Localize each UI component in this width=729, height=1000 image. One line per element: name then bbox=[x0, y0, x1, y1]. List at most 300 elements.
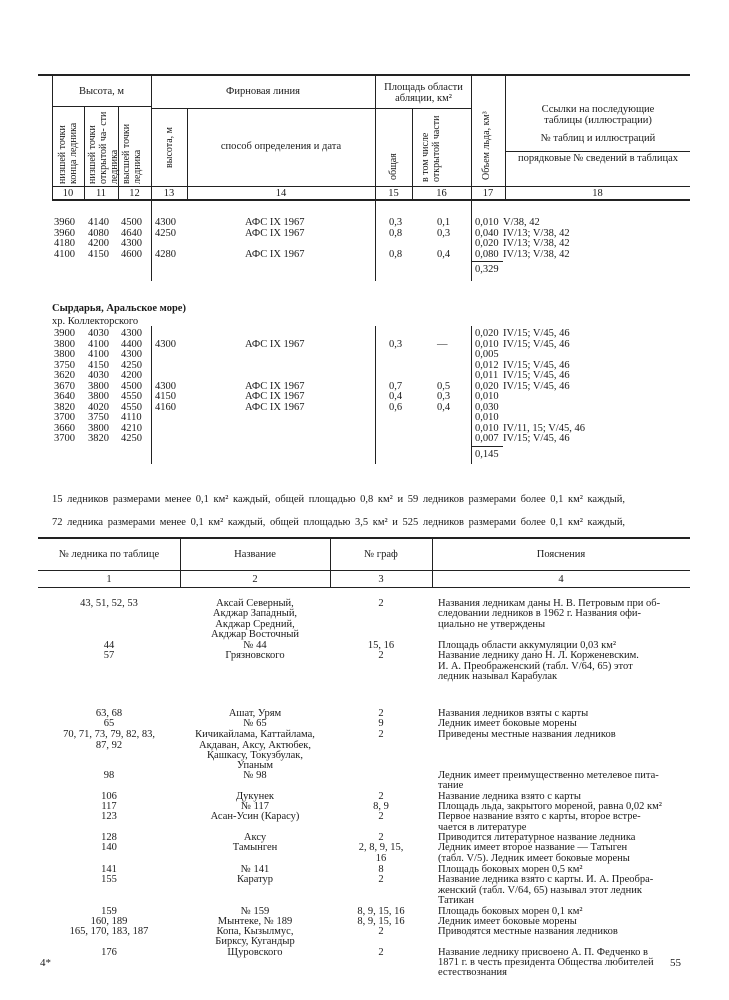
notes-cell: 2 bbox=[378, 811, 384, 822]
basin-title: Сырдарья, Аральское море) bbox=[52, 303, 186, 314]
table-cell: 3820 bbox=[88, 433, 109, 444]
notes-cell: Аксу bbox=[243, 832, 267, 843]
table-cell: 4300 bbox=[121, 328, 142, 339]
notes-cell: Упаным bbox=[236, 760, 274, 771]
table-cell bbox=[437, 239, 450, 250]
notes-cell: 8, 9, 15, 16 bbox=[357, 916, 405, 927]
notes-cell: 8, 9 bbox=[373, 801, 389, 812]
notes-colnum: 2 bbox=[252, 574, 258, 585]
table-cell: 4250 bbox=[121, 359, 142, 371]
table-cell: IV/15; V/45, 46 bbox=[503, 370, 570, 381]
notes-colnum-rule bbox=[38, 587, 690, 588]
notes-cell: Грязновского bbox=[225, 650, 285, 661]
notes-cell: Акджар Средний, bbox=[215, 619, 295, 630]
b2-col16 bbox=[437, 329, 450, 445]
vrule bbox=[151, 199, 152, 281]
notes-cell: 155 bbox=[101, 874, 117, 885]
notes-cell: № 159 bbox=[240, 906, 270, 917]
notes-cell: Название леднику дано Н. Л. Корженевским. bbox=[438, 650, 639, 661]
colnum-bottom-rule bbox=[52, 199, 690, 201]
table-cell: 4140 bbox=[88, 217, 109, 228]
notes-cell: Аксай Северный, bbox=[216, 598, 294, 609]
b1-col10 bbox=[54, 218, 75, 260]
table-cell: 4200 bbox=[121, 370, 142, 381]
b1-col13 bbox=[155, 218, 176, 260]
table-cell: 0,080 bbox=[475, 248, 499, 260]
notes-cell: 44 bbox=[103, 640, 115, 651]
notes-cell: Ашат, Урям bbox=[228, 708, 282, 719]
b2-col10 bbox=[54, 329, 75, 445]
table-cell bbox=[389, 239, 402, 250]
notes-colnum: 1 bbox=[106, 574, 112, 585]
table-cell: 4600 bbox=[121, 248, 142, 260]
summary-paragraph-1: 15 ледников размерами менее 0,1 км² каждый, общей площадью 0,8 км² и 59 ледников размерами более 0,1 км² каждый, bbox=[52, 494, 625, 505]
b2-total-rule bbox=[471, 446, 503, 447]
area-subheader-rule bbox=[375, 108, 471, 109]
table-cell: 4100 bbox=[54, 248, 75, 260]
notes-header-rule bbox=[38, 570, 690, 571]
notes-cell: 2 bbox=[378, 598, 384, 609]
table-cell bbox=[437, 350, 450, 361]
vrule bbox=[84, 106, 85, 199]
notes-cell: 2 bbox=[378, 874, 384, 885]
table-cell: 0,030 bbox=[475, 401, 499, 413]
table-cell: 3900 bbox=[54, 328, 75, 339]
table-cell: 4160 bbox=[155, 401, 176, 413]
notes-cell: 1871 г. в честь президента Общества любителей bbox=[438, 957, 654, 968]
notes-cell: Площадь области аккумуляции 0,03 км² bbox=[438, 640, 617, 651]
table-cell: 0,8 bbox=[389, 227, 403, 239]
notes-cell: Мынтеке, № 189 bbox=[217, 916, 293, 927]
table-cell: 0,012 bbox=[475, 359, 499, 371]
vrule bbox=[471, 326, 472, 464]
notes-cell: 9 bbox=[378, 718, 384, 729]
table-cell: 4280 bbox=[155, 248, 176, 260]
firn-height-header: высота, м bbox=[164, 126, 175, 168]
refs-header-line4: порядковые № сведений в таблицах bbox=[517, 153, 679, 164]
table-cell: АФС IX 1967 bbox=[245, 217, 305, 228]
page-signature: 4* bbox=[40, 957, 51, 969]
notes-cell: женский (табл. V/64, 65) называл этот ледник bbox=[438, 885, 642, 896]
table-cell bbox=[503, 403, 585, 414]
notes-cell: Кичикайлама, Каттайлама, bbox=[195, 729, 315, 740]
table-cell: 4300 bbox=[155, 338, 176, 350]
b1-col15 bbox=[389, 218, 402, 260]
notes-cell: Название ледника взято с карты. И. А. Преобра- bbox=[438, 874, 654, 885]
table-cell: 4200 bbox=[88, 238, 109, 249]
table-cell: 3750 bbox=[54, 359, 75, 371]
notes-cell: Асан-Усин (Карасу) bbox=[210, 811, 300, 822]
b2-col14 bbox=[245, 329, 305, 445]
table-cell bbox=[155, 329, 176, 340]
colnum: 10 bbox=[62, 188, 74, 199]
b1-col18 bbox=[503, 218, 570, 260]
table-cell: 4210 bbox=[121, 422, 142, 434]
table-cell bbox=[389, 413, 402, 424]
table-cell: 0,6 bbox=[389, 401, 403, 413]
notes-cell: циально не утверждены bbox=[438, 619, 545, 630]
table-cell: 3640 bbox=[54, 391, 75, 402]
notes-cell: № 117 bbox=[240, 801, 269, 812]
table-cell bbox=[437, 413, 450, 424]
notes-cell: 70, 71, 73, 79, 82, 83, bbox=[63, 729, 155, 740]
area-header: Площадь области абляции, км² bbox=[384, 82, 463, 104]
b1-col14 bbox=[245, 218, 305, 260]
notes-cell: естествознания bbox=[438, 967, 507, 978]
table-cell bbox=[437, 434, 450, 445]
refs-subheader-rule bbox=[505, 151, 690, 152]
area-open-header: в том числе открытой части bbox=[420, 115, 442, 182]
table-cell: 3800 bbox=[88, 380, 109, 392]
colnum: 14 bbox=[275, 188, 287, 199]
notes-cell: 128 bbox=[101, 832, 117, 843]
table-cell: 4150 bbox=[155, 391, 176, 402]
table-cell: V/38, 42 bbox=[503, 217, 540, 228]
table-cell: 4550 bbox=[121, 401, 142, 413]
b2-col11 bbox=[88, 329, 109, 445]
notes-cell: 2 bbox=[378, 947, 384, 958]
table-cell bbox=[245, 350, 305, 361]
table-cell: IV/15; V/45, 46 bbox=[503, 338, 570, 350]
notes-cell: № 44 bbox=[243, 640, 267, 651]
table-cell bbox=[245, 413, 305, 424]
table-cell bbox=[437, 329, 450, 340]
table-cell: 0,3 bbox=[437, 391, 451, 402]
notes-cell: Ледник имеет второе название — Татыген bbox=[438, 842, 628, 853]
notes-cell: 87, 92 bbox=[95, 740, 123, 751]
notes-cell: 106 bbox=[101, 791, 117, 802]
vrule bbox=[471, 199, 472, 281]
table-cell: 0,1 bbox=[437, 217, 451, 228]
table-cell: 3960 bbox=[54, 227, 75, 239]
table-cell: АФС IX 1967 bbox=[245, 391, 305, 402]
b1-col11 bbox=[88, 218, 109, 260]
table-cell: IV/13; V/38, 42 bbox=[503, 227, 570, 239]
notes-cell: Название ледника взято с карты bbox=[438, 791, 581, 802]
table-cell: 0,010 bbox=[475, 422, 499, 434]
notes-cell: Дукунек bbox=[236, 791, 274, 802]
vrule bbox=[151, 326, 152, 464]
notes-header-explanations: Пояснения bbox=[536, 549, 586, 560]
notes-cell: Названия ледников взяты с карты bbox=[438, 708, 589, 719]
ridge-title: хр. Коллекторского bbox=[52, 316, 139, 327]
b1-col17 bbox=[475, 218, 499, 260]
table-cell: IV/13; V/38, 42 bbox=[503, 248, 570, 260]
table-cell: 0,020 bbox=[475, 380, 499, 392]
table-cell: 0,4 bbox=[437, 401, 451, 413]
notes-cell: 8 bbox=[378, 864, 384, 875]
notes-cell: 2 bbox=[378, 791, 384, 802]
notes-cell: Ледник имеет преимущественно метелевое пита- bbox=[438, 770, 659, 781]
table-cell: 4400 bbox=[121, 338, 142, 350]
table-cell: 3960 bbox=[54, 217, 75, 228]
vrule bbox=[187, 108, 188, 199]
table-cell: 3800 bbox=[54, 349, 75, 360]
height-subheader-rule bbox=[52, 106, 151, 107]
colnum: 17 bbox=[482, 188, 494, 199]
notes-cell: Названия ледникам даны Н. В. Петровым при об- bbox=[438, 598, 661, 609]
table-cell: АФС IX 1967 bbox=[245, 380, 305, 392]
notes-cell: 2 bbox=[378, 650, 384, 661]
notes-cell: Площадь льда, закрытого мореной, равна 0,02 км² bbox=[438, 801, 662, 812]
table-cell: 4110 bbox=[121, 412, 142, 423]
table-cell: 3820 bbox=[54, 401, 75, 413]
table-cell: 0,011 bbox=[475, 370, 499, 381]
table-cell bbox=[155, 424, 176, 435]
notes-cell: Первое название взято с карты, второе встре- bbox=[438, 811, 641, 822]
notes-cell: 2, 8, 9, 15, bbox=[358, 842, 404, 853]
colnum: 16 bbox=[436, 188, 447, 199]
table-cell bbox=[245, 239, 305, 250]
notes-cell: 2 bbox=[378, 708, 384, 719]
page-number: 55 bbox=[670, 957, 681, 969]
table-cell: 0,8 bbox=[389, 248, 403, 260]
notes-cell: Қашкасу, Токузбулак, bbox=[207, 750, 303, 761]
notes-cell: № 98 bbox=[243, 770, 267, 781]
notes-cell: И. А. Преображенский (табл. V/64, 65) этот bbox=[438, 661, 633, 672]
notes-cell: следовании ледников в 1962 г. Названия офи- bbox=[438, 608, 642, 619]
table-cell bbox=[503, 350, 585, 361]
notes-cell: 65 bbox=[103, 718, 115, 729]
notes-cell: 141 bbox=[101, 864, 117, 875]
table-cell: 0,020 bbox=[475, 238, 499, 249]
table-cell: АФС IX 1967 bbox=[245, 401, 305, 413]
b2-col17 bbox=[475, 329, 499, 445]
b1-col16 bbox=[437, 218, 450, 260]
table-cell: — bbox=[437, 338, 448, 350]
table-cell: 0,010 bbox=[475, 412, 499, 423]
table-cell bbox=[503, 392, 585, 403]
top-point-header: высшей точки ледника bbox=[121, 123, 143, 184]
notes-cell: 117 bbox=[101, 801, 117, 812]
table-cell: 0,3 bbox=[389, 217, 403, 228]
table-cell: 0,7 bbox=[389, 380, 403, 392]
notes-cell: Акджар Восточный bbox=[211, 629, 299, 640]
notes-cell: 15, 16 bbox=[367, 640, 395, 651]
notes-cell: Площадь боковых морен 0,1 км² bbox=[438, 906, 583, 917]
b1-total: 0,329 bbox=[475, 264, 499, 275]
b2-col15 bbox=[389, 329, 402, 445]
table-cell bbox=[155, 413, 176, 424]
vrule bbox=[375, 326, 376, 464]
table-cell: IV/13; V/38, 42 bbox=[503, 238, 570, 249]
b2-col18 bbox=[503, 329, 585, 445]
notes-cell: Бирксу, Кугандыр bbox=[215, 936, 295, 947]
notes-cell: 123 bbox=[101, 811, 117, 822]
table-cell bbox=[437, 371, 450, 382]
b1-total-rule bbox=[471, 261, 503, 262]
area-total-header: общая bbox=[388, 153, 399, 180]
b2-col13 bbox=[155, 329, 176, 445]
table-cell bbox=[155, 239, 176, 250]
b2-col12 bbox=[121, 329, 142, 445]
notes-cell: 63, 68 bbox=[95, 708, 123, 719]
refs-header-line3: № таблиц и иллюстраций bbox=[540, 133, 656, 144]
notes-cell: 160, 189 bbox=[90, 916, 128, 927]
ice-volume-header: Объем льда, км³ bbox=[481, 111, 492, 180]
notes-cell: 159 bbox=[101, 906, 117, 917]
notes-cell: Ледник имеет боковые морены bbox=[438, 916, 577, 927]
table-cell: 4100 bbox=[88, 338, 109, 350]
table-cell: 3700 bbox=[54, 412, 75, 423]
low-end-header: низшей точки конца ледника bbox=[57, 122, 79, 184]
table-cell: 3660 bbox=[54, 422, 75, 434]
table-cell: 0,010 bbox=[475, 391, 499, 402]
table-cell: 0,020 bbox=[475, 328, 499, 339]
notes-cell: 98 bbox=[103, 770, 115, 781]
table-cell: 3620 bbox=[54, 370, 75, 381]
table-cell bbox=[155, 361, 176, 372]
table-cell bbox=[245, 434, 305, 445]
notes-cell: № 141 bbox=[240, 864, 270, 875]
table-cell: 4080 bbox=[88, 227, 109, 239]
notes-header-columns: № граф bbox=[364, 549, 398, 560]
notes-cell: Приводится литературное название ледника bbox=[438, 832, 636, 843]
notes-cell: Щуровского bbox=[227, 947, 283, 958]
notes-cell: (табл. V/5). Ледник имеет боковые морены bbox=[438, 853, 630, 864]
notes-cell: 8, 9, 15, 16 bbox=[357, 906, 405, 917]
table-cell bbox=[245, 371, 305, 382]
refs-header-line2: таблицы (иллюстрации) bbox=[544, 115, 652, 126]
table-cell: 4030 bbox=[88, 370, 109, 381]
table-cell: 4500 bbox=[121, 217, 142, 228]
table-cell: 4300 bbox=[121, 349, 142, 360]
table-cell: 4300 bbox=[121, 238, 142, 249]
table-cell bbox=[389, 434, 402, 445]
table-cell: 0,3 bbox=[389, 338, 403, 350]
table-cell: 4180 bbox=[54, 238, 75, 249]
summary-paragraph-2: 72 ледника размерами менее 0,1 км² каждый, общей площадью 3,5 км² и 525 ледников размерами более 0,1 км² каждый, bbox=[52, 517, 626, 528]
table-cell bbox=[155, 371, 176, 382]
table-top-rule bbox=[38, 74, 690, 76]
notes-cell: Приводятся местные названия ледников bbox=[438, 926, 618, 937]
low-open-header: низшей точки открытой ча- сти ледника bbox=[87, 111, 120, 184]
table-cell: 4250 bbox=[155, 227, 176, 239]
notes-cell: 2 bbox=[378, 926, 384, 937]
table-cell: АФС IX 1967 bbox=[245, 248, 305, 260]
table-cell: 4640 bbox=[121, 227, 142, 239]
notes-cell: Акджар Западный, bbox=[212, 608, 298, 619]
table-cell bbox=[503, 413, 585, 424]
vrule bbox=[375, 199, 376, 281]
table-cell: АФС IX 1967 bbox=[245, 338, 305, 350]
b1-col12 bbox=[121, 218, 142, 260]
notes-cell: 57 bbox=[103, 650, 115, 661]
table-cell: 0,005 bbox=[475, 349, 499, 360]
vrule bbox=[412, 108, 413, 199]
table-cell bbox=[389, 371, 402, 382]
notes-cell: Ледник имеет боковые морены bbox=[438, 718, 577, 729]
table-cell: 3700 bbox=[54, 433, 75, 444]
colnum: 13 bbox=[163, 188, 175, 199]
table-cell: 0,040 bbox=[475, 227, 499, 239]
colnum: 12 bbox=[129, 188, 140, 199]
table-cell bbox=[155, 434, 176, 445]
table-cell: IV/15; V/45, 46 bbox=[503, 328, 570, 339]
notes-cell: Акдаван, Аксу, Актюбек, bbox=[199, 740, 311, 751]
height-header: Высота, м bbox=[78, 86, 125, 97]
table-cell: 4250 bbox=[121, 433, 142, 444]
notes-cell: Татикан bbox=[438, 895, 474, 906]
table-cell: 0,5 bbox=[437, 380, 451, 392]
notes-header-number: № ледника по таблице bbox=[58, 549, 160, 560]
table-cell: 4030 bbox=[88, 328, 109, 339]
table-cell: IV/15; V/45, 46 bbox=[503, 380, 570, 392]
notes-cell: 43, 51, 52, 53 bbox=[80, 598, 138, 609]
notes-cell: Тамынген bbox=[232, 842, 278, 853]
table-cell: IV/11, 15; V/45, 46 bbox=[503, 422, 585, 434]
colnum: 15 bbox=[388, 188, 399, 199]
notes-cell: 16 bbox=[375, 853, 387, 864]
table-cell: 4150 bbox=[88, 248, 109, 260]
colnum: 11 bbox=[95, 188, 107, 199]
table-cell: 0,3 bbox=[437, 227, 451, 239]
table-cell: 0,4 bbox=[389, 391, 403, 402]
table-cell: 4300 bbox=[155, 380, 176, 392]
header-bottom-rule bbox=[52, 186, 690, 187]
notes-top-rule bbox=[38, 537, 690, 539]
table-cell: 0,007 bbox=[475, 433, 499, 444]
table-cell: АФС IX 1967 bbox=[245, 227, 305, 239]
notes-cell: Каратур bbox=[236, 874, 274, 885]
notes-cell: № 65 bbox=[243, 718, 267, 729]
table-cell: 4550 bbox=[121, 391, 142, 402]
table-cell bbox=[389, 350, 402, 361]
notes-cell: 165, 170, 183, 187 bbox=[69, 926, 149, 937]
notes-cell: 2 bbox=[378, 729, 384, 740]
table-cell: 4300 bbox=[155, 217, 176, 228]
table-cell: 3670 bbox=[54, 380, 75, 392]
firn-header: Фирновая линия bbox=[226, 86, 300, 97]
table-cell: 4100 bbox=[88, 349, 109, 360]
notes-cell: 2 bbox=[378, 832, 384, 843]
table-cell bbox=[245, 361, 305, 372]
table-cell bbox=[245, 329, 305, 340]
table-cell: 0,010 bbox=[475, 217, 499, 228]
vrule bbox=[471, 74, 472, 199]
b2-total: 0,145 bbox=[475, 449, 499, 460]
notes-header-name: Название bbox=[234, 549, 276, 560]
firn-subheader-rule bbox=[151, 108, 375, 109]
table-cell: 0,010 bbox=[475, 338, 499, 350]
table-cell: 4150 bbox=[88, 359, 109, 371]
notes-cell: 140 bbox=[101, 842, 117, 853]
colnum: 18 bbox=[592, 188, 603, 199]
table-cell: 3800 bbox=[88, 422, 109, 434]
notes-cell: ледник называл Карабулак bbox=[438, 671, 558, 682]
table-cell bbox=[245, 424, 305, 435]
notes-cell: Приведены местные названия ледников bbox=[438, 729, 616, 740]
notes-cell: Название леднику присвоено А. П. Федченко в bbox=[438, 947, 648, 958]
notes-cell: Площадь боковых морен 0,5 км² bbox=[438, 864, 583, 875]
table-cell: 4020 bbox=[88, 401, 109, 413]
table-cell: 3800 bbox=[54, 338, 75, 350]
table-cell bbox=[155, 350, 176, 361]
notes-colnum: 4 bbox=[558, 574, 564, 585]
table-cell: 3800 bbox=[88, 391, 109, 402]
table-cell: 0,4 bbox=[437, 248, 451, 260]
notes-cell: 176 bbox=[101, 947, 117, 958]
table-cell: 3750 bbox=[88, 412, 109, 423]
table-cell: IV/15; V/45, 46 bbox=[503, 433, 570, 444]
notes-colnum: 3 bbox=[378, 574, 384, 585]
refs-header-line1: Ссылки на последующие bbox=[541, 104, 655, 115]
table-cell: 4500 bbox=[121, 380, 142, 392]
table-cell: IV/15; V/45, 46 bbox=[503, 359, 570, 371]
notes-cell: тание bbox=[438, 780, 464, 791]
table-cell bbox=[389, 329, 402, 340]
notes-cell: Копа, Кызылмус, bbox=[216, 926, 294, 937]
